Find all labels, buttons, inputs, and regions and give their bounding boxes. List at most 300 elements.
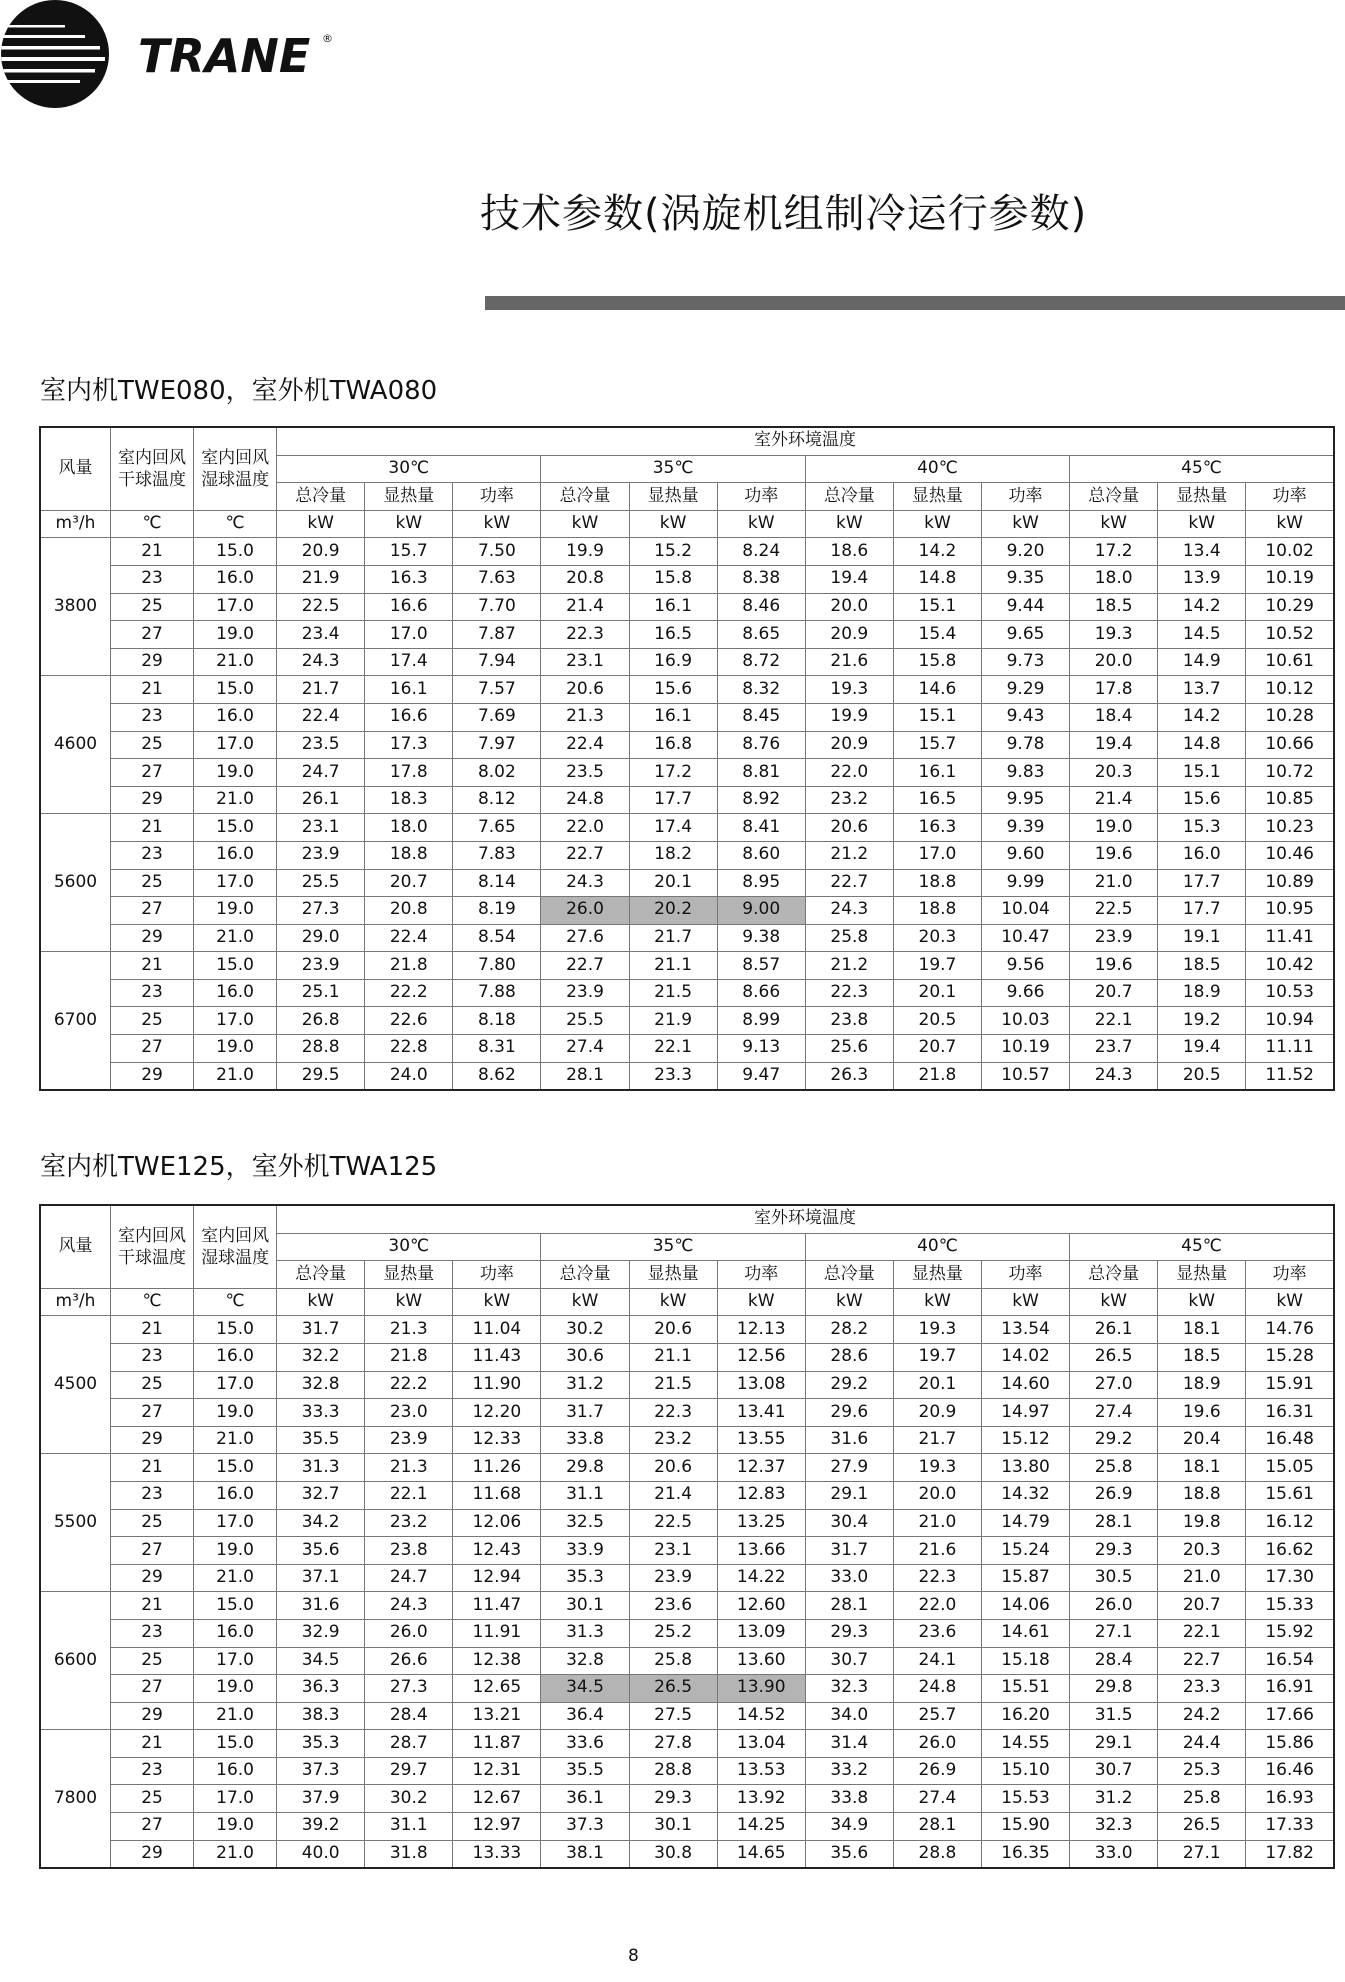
- table-cell: 10.42: [1246, 952, 1334, 980]
- table-cell: 15.0: [194, 676, 277, 704]
- table-cell: 8.45: [717, 703, 805, 731]
- table-cell: 23: [110, 979, 193, 1007]
- table-cell: 21.5: [629, 1371, 717, 1399]
- table-cell: 17.0: [194, 593, 277, 621]
- table-cell: 17.2: [629, 759, 717, 787]
- header-outdoor: 室外环境温度: [277, 427, 1334, 455]
- table-cell: 35.6: [805, 1840, 893, 1868]
- table-cell: 24.0: [365, 1062, 453, 1090]
- table-cell: 39.2: [277, 1813, 365, 1841]
- table-cell: 17.4: [629, 814, 717, 842]
- table-cell: 26.0: [541, 897, 629, 925]
- header-metric: 功率: [453, 483, 541, 511]
- unit-cell: m³/h: [40, 510, 110, 538]
- table-row: [40, 1316, 1334, 1344]
- table-cell: 16.93: [1246, 1785, 1334, 1813]
- table-cell: 22.0: [893, 1592, 981, 1620]
- table-cell: 23: [110, 841, 193, 869]
- table-cell: 14.52: [717, 1702, 805, 1730]
- table-cell: 13.09: [717, 1619, 805, 1647]
- table-row: [40, 1062, 1334, 1090]
- table-cell: 21.3: [365, 1454, 453, 1482]
- table-cell: 22.7: [541, 841, 629, 869]
- table-cell: 12.31: [453, 1757, 541, 1785]
- table-cell: 20.7: [365, 869, 453, 897]
- table-cell: 9.44: [981, 593, 1069, 621]
- table-cell: 23.8: [365, 1537, 453, 1565]
- table-cell: 33.0: [805, 1564, 893, 1592]
- fan-volume-cell: 3800: [40, 538, 110, 676]
- table-cell: 11.91: [453, 1619, 541, 1647]
- table-cell: 8.41: [717, 814, 805, 842]
- table-cell: 32.8: [277, 1371, 365, 1399]
- table-cell: 9.00: [717, 897, 805, 925]
- header-metric: 功率: [981, 483, 1069, 511]
- table-cell: 24.3: [805, 897, 893, 925]
- table-cell: 16.0: [194, 841, 277, 869]
- table-row: [40, 1619, 1334, 1647]
- unit-cell: kW: [365, 1288, 453, 1316]
- table-cell: 25: [110, 1647, 193, 1675]
- section-title-twe080: 室内机TWE080，室外机TWA080: [40, 376, 438, 406]
- table-cell: 19.2: [1158, 1007, 1246, 1035]
- table-cell: 26.8: [277, 1007, 365, 1035]
- header-indoor-dry: 室内回风干球温度: [110, 427, 193, 510]
- table-row: [40, 1007, 1334, 1035]
- table-cell: 8.66: [717, 979, 805, 1007]
- unit-cell: kW: [805, 510, 893, 538]
- table-row: [40, 1840, 1334, 1868]
- table-cell: 25.8: [805, 924, 893, 952]
- table-cell: 22.2: [365, 979, 453, 1007]
- table-cell: 30.1: [629, 1813, 717, 1841]
- table-cell: 16.12: [1246, 1509, 1334, 1537]
- table-cell: 10.72: [1246, 759, 1334, 787]
- table-cell: 23.5: [277, 731, 365, 759]
- table-cell: 13.54: [981, 1316, 1069, 1344]
- table-cell: 31.6: [277, 1592, 365, 1620]
- unit-cell: kW: [365, 510, 453, 538]
- table-cell: 18.2: [629, 841, 717, 869]
- table-cell: 16.0: [194, 703, 277, 731]
- table-cell: 16.0: [194, 565, 277, 593]
- table-row: [40, 676, 1334, 704]
- table-cell: 11.90: [453, 1371, 541, 1399]
- table-cell: 19.6: [1158, 1399, 1246, 1427]
- table-cell: 21.6: [893, 1537, 981, 1565]
- table-row: [40, 1343, 1334, 1371]
- header-fan: 风量: [40, 1205, 110, 1288]
- header-temp: 45℃: [1070, 455, 1334, 483]
- table-cell: 23.0: [365, 1399, 453, 1427]
- table-cell: 35.5: [277, 1426, 365, 1454]
- table-cell: 16.1: [629, 703, 717, 731]
- table-cell: 27.4: [893, 1785, 981, 1813]
- table-cell: 27: [110, 897, 193, 925]
- table-cell: 33.8: [805, 1785, 893, 1813]
- table-cell: 27: [110, 1399, 193, 1427]
- table-cell: 21.0: [194, 924, 277, 952]
- table-cell: 19.9: [541, 538, 629, 566]
- table-cell: 22.5: [1070, 897, 1158, 925]
- table-cell: 29.2: [805, 1371, 893, 1399]
- header-temp: 35℃: [541, 1233, 805, 1261]
- table-cell: 32.3: [805, 1675, 893, 1703]
- table-cell: 30.4: [805, 1509, 893, 1537]
- table-cell: 13.53: [717, 1757, 805, 1785]
- table-cell: 15.0: [194, 1454, 277, 1482]
- table-cell: 15.6: [629, 676, 717, 704]
- header-outdoor: 室外环境温度: [277, 1205, 1334, 1233]
- table-row: [40, 1564, 1334, 1592]
- table-cell: 9.13: [717, 1035, 805, 1063]
- table-cell: 25: [110, 1509, 193, 1537]
- table-cell: 34.9: [805, 1813, 893, 1841]
- table-row: [40, 924, 1334, 952]
- table-cell: 10.12: [1246, 676, 1334, 704]
- table-cell: 7.63: [453, 565, 541, 593]
- table-cell: 37.1: [277, 1564, 365, 1592]
- table-cell: 7.87: [453, 621, 541, 649]
- fan-volume-cell: 4600: [40, 676, 110, 814]
- table-cell: 8.24: [717, 538, 805, 566]
- table-cell: 17.0: [194, 1509, 277, 1537]
- table-cell: 22.4: [277, 703, 365, 731]
- table-cell: 21: [110, 676, 193, 704]
- table-cell: 14.61: [981, 1619, 1069, 1647]
- table-cell: 20.9: [893, 1399, 981, 1427]
- table-cell: 19.0: [194, 759, 277, 787]
- unit-cell: kW: [629, 1288, 717, 1316]
- table-cell: 20.7: [1158, 1592, 1246, 1620]
- header-metric: 显热量: [365, 1261, 453, 1289]
- table-cell: 21: [110, 538, 193, 566]
- table-cell: 22.2: [365, 1371, 453, 1399]
- table-cell: 10.19: [981, 1035, 1069, 1063]
- table-cell: 21.8: [365, 952, 453, 980]
- table-cell: 23.3: [1158, 1675, 1246, 1703]
- table-cell: 29.3: [805, 1619, 893, 1647]
- table-cell: 13.90: [717, 1675, 805, 1703]
- unit-cell: kW: [541, 510, 629, 538]
- table-row: [40, 814, 1334, 842]
- table-cell: 36.4: [541, 1702, 629, 1730]
- table-cell: 37.9: [277, 1785, 365, 1813]
- table-cell: 17.3: [365, 731, 453, 759]
- section-title-twe125: 室内机TWE125，室外机TWA125: [40, 1152, 438, 1182]
- table-cell: 31.1: [365, 1813, 453, 1841]
- table-cell: 31.7: [805, 1537, 893, 1565]
- table-cell: 13.60: [717, 1647, 805, 1675]
- table-cell: 23.8: [805, 1007, 893, 1035]
- header-metric: 总冷量: [805, 483, 893, 511]
- table-cell: 10.94: [1246, 1007, 1334, 1035]
- table-cell: 10.61: [1246, 648, 1334, 676]
- table-cell: 35.5: [541, 1757, 629, 1785]
- table-cell: 15.10: [981, 1757, 1069, 1785]
- table-cell: 19.3: [805, 676, 893, 704]
- table-cell: 32.7: [277, 1481, 365, 1509]
- table-cell: 29: [110, 1426, 193, 1454]
- table-cell: 28.7: [365, 1730, 453, 1758]
- table-cell: 16.6: [365, 703, 453, 731]
- header-metric: 总冷量: [277, 1261, 365, 1289]
- table-cell: 27.1: [1070, 1619, 1158, 1647]
- table-cell: 17.0: [194, 1647, 277, 1675]
- table-cell: 32.5: [541, 1509, 629, 1537]
- table-cell: 35.6: [277, 1537, 365, 1565]
- table-cell: 27: [110, 1675, 193, 1703]
- table-cell: 13.55: [717, 1426, 805, 1454]
- table-cell: 36.1: [541, 1785, 629, 1813]
- table-cell: 26.0: [1070, 1592, 1158, 1620]
- table-cell: 22.1: [365, 1481, 453, 1509]
- table-cell: 20.6: [629, 1316, 717, 1344]
- table-cell: 8.95: [717, 869, 805, 897]
- table-cell: 20.1: [893, 1371, 981, 1399]
- table-cell: 14.65: [717, 1840, 805, 1868]
- table-cell: 10.47: [981, 924, 1069, 952]
- table-cell: 11.87: [453, 1730, 541, 1758]
- table-cell: 15.0: [194, 952, 277, 980]
- table-cell: 33.0: [1070, 1840, 1158, 1868]
- table-cell: 19.8: [1158, 1509, 1246, 1537]
- header-indoor-dry: 室内回风干球温度: [110, 1205, 193, 1288]
- table-cell: 7.88: [453, 979, 541, 1007]
- table-cell: 29: [110, 1840, 193, 1868]
- table-cell: 27: [110, 1537, 193, 1565]
- page-number: 8: [628, 1946, 639, 1966]
- table-cell: 10.28: [1246, 703, 1334, 731]
- table-cell: 21.7: [277, 676, 365, 704]
- table-cell: 20.8: [365, 897, 453, 925]
- table-cell: 16.8: [629, 731, 717, 759]
- table-cell: 9.43: [981, 703, 1069, 731]
- header-indoor-wet: 室内回风湿球温度: [194, 1205, 277, 1288]
- table-cell: 19.0: [194, 621, 277, 649]
- header-row: [40, 427, 1334, 455]
- header-metric: 总冷量: [1070, 483, 1158, 511]
- table-cell: 16.35: [981, 1840, 1069, 1868]
- table-cell: 15.28: [1246, 1343, 1334, 1371]
- table-row: [40, 1399, 1334, 1427]
- table-cell: 29: [110, 648, 193, 676]
- table-cell: 22.1: [1070, 1007, 1158, 1035]
- trane-logo: [0, 0, 340, 115]
- unit-cell: kW: [981, 510, 1069, 538]
- table-cell: 7.80: [453, 952, 541, 980]
- table-cell: 14.8: [1158, 731, 1246, 759]
- table-cell: 18.5: [1070, 593, 1158, 621]
- table-cell: 17.66: [1246, 1702, 1334, 1730]
- table-cell: 9.39: [981, 814, 1069, 842]
- table-cell: 13.4: [1158, 538, 1246, 566]
- table-cell: 11.47: [453, 1592, 541, 1620]
- table-cell: 22.3: [541, 621, 629, 649]
- table-cell: 36.3: [277, 1675, 365, 1703]
- table-cell: 23.7: [1070, 1035, 1158, 1063]
- table-cell: 24.3: [277, 648, 365, 676]
- table-cell: 8.92: [717, 786, 805, 814]
- units-row: [40, 510, 1334, 538]
- table-cell: 26.9: [1070, 1481, 1158, 1509]
- table-cell: 15.8: [893, 648, 981, 676]
- table-cell: 25.5: [277, 869, 365, 897]
- unit-cell: kW: [717, 510, 805, 538]
- table-cell: 21.1: [629, 1343, 717, 1371]
- fan-volume-cell: 4500: [40, 1316, 110, 1454]
- table-cell: 15.18: [981, 1647, 1069, 1675]
- table-cell: 11.43: [453, 1343, 541, 1371]
- table-cell: 15.91: [1246, 1371, 1334, 1399]
- table-row: [40, 621, 1334, 649]
- table-row: [40, 1813, 1334, 1841]
- table-cell: 8.54: [453, 924, 541, 952]
- table-cell: 21.5: [629, 979, 717, 1007]
- spec-table-twe080: [39, 426, 1335, 1091]
- table-cell: 10.46: [1246, 841, 1334, 869]
- table-cell: 15.7: [893, 731, 981, 759]
- table-row: [40, 1647, 1334, 1675]
- table-cell: 10.23: [1246, 814, 1334, 842]
- table-cell: 16.1: [365, 676, 453, 704]
- table-cell: 25: [110, 1785, 193, 1813]
- table-cell: 14.55: [981, 1730, 1069, 1758]
- table-cell: 22.4: [365, 924, 453, 952]
- table-cell: 29.3: [629, 1785, 717, 1813]
- table-cell: 8.38: [717, 565, 805, 593]
- unit-cell: kW: [1246, 1288, 1334, 1316]
- table-cell: 35.3: [277, 1730, 365, 1758]
- table-cell: 13.25: [717, 1509, 805, 1537]
- table-cell: 17.33: [1246, 1813, 1334, 1841]
- table-cell: 18.8: [893, 869, 981, 897]
- table-row: [40, 648, 1334, 676]
- table-cell: 12.83: [717, 1481, 805, 1509]
- table-cell: 18.1: [1158, 1316, 1246, 1344]
- unit-cell: kW: [629, 510, 717, 538]
- table-cell: 16.0: [194, 979, 277, 1007]
- table-row: [40, 538, 1334, 566]
- table-cell: 25: [110, 1007, 193, 1035]
- table-cell: 28.4: [365, 1702, 453, 1730]
- table-cell: 15.61: [1246, 1481, 1334, 1509]
- table-cell: 21.6: [805, 648, 893, 676]
- table-cell: 33.9: [541, 1537, 629, 1565]
- table-cell: 38.3: [277, 1702, 365, 1730]
- table-cell: 10.85: [1246, 786, 1334, 814]
- table-cell: 38.1: [541, 1840, 629, 1868]
- table-cell: 20.4: [1158, 1426, 1246, 1454]
- header-metric: 功率: [1246, 1261, 1334, 1289]
- table-cell: 12.20: [453, 1399, 541, 1427]
- table-cell: 23.1: [629, 1537, 717, 1565]
- table-cell: 10.52: [1246, 621, 1334, 649]
- unit-cell: ℃: [194, 1288, 277, 1316]
- table-row: [40, 1757, 1334, 1785]
- table-cell: 13.08: [717, 1371, 805, 1399]
- table-cell: 16.0: [194, 1343, 277, 1371]
- table-cell: 28.4: [1070, 1647, 1158, 1675]
- table-cell: 15.33: [1246, 1592, 1334, 1620]
- table-row: [40, 1035, 1334, 1063]
- table-cell: 29.0: [277, 924, 365, 952]
- header-metric: 功率: [453, 1261, 541, 1289]
- unit-cell: kW: [1070, 1288, 1158, 1316]
- table-cell: 21.0: [194, 1840, 277, 1868]
- table-cell: 22.7: [541, 952, 629, 980]
- table-cell: 14.22: [717, 1564, 805, 1592]
- table-cell: 21.3: [541, 703, 629, 731]
- table-cell: 30.1: [541, 1592, 629, 1620]
- table-cell: 15.1: [1158, 759, 1246, 787]
- table-cell: 34.5: [541, 1675, 629, 1703]
- table-cell: 11.11: [1246, 1035, 1334, 1063]
- table-cell: 29.5: [277, 1062, 365, 1090]
- table-cell: 7.70: [453, 593, 541, 621]
- table-cell: 27: [110, 621, 193, 649]
- table-cell: 15.53: [981, 1785, 1069, 1813]
- table-cell: 29: [110, 786, 193, 814]
- table-cell: 14.76: [1246, 1316, 1334, 1344]
- table-row: [40, 1702, 1334, 1730]
- table-cell: 27: [110, 1035, 193, 1063]
- table-cell: 26.5: [629, 1675, 717, 1703]
- table-cell: 34.0: [805, 1702, 893, 1730]
- table-cell: 15.51: [981, 1675, 1069, 1703]
- table-cell: 27.1: [1158, 1840, 1246, 1868]
- unit-cell: kW: [453, 1288, 541, 1316]
- table-cell: 31.2: [1070, 1785, 1158, 1813]
- header-metric: 显热量: [893, 483, 981, 511]
- table-row: [40, 565, 1334, 593]
- table-cell: 18.5: [1158, 1343, 1246, 1371]
- table-cell: 16.46: [1246, 1757, 1334, 1785]
- unit-cell: m³/h: [40, 1288, 110, 1316]
- table-cell: 23: [110, 1619, 193, 1647]
- table-cell: 21.9: [629, 1007, 717, 1035]
- table-cell: 16.5: [893, 786, 981, 814]
- table-cell: 15.0: [194, 1316, 277, 1344]
- table-cell: 19.0: [1070, 814, 1158, 842]
- table-cell: 23.5: [541, 759, 629, 787]
- table-cell: 31.1: [541, 1481, 629, 1509]
- table-cell: 27.8: [629, 1730, 717, 1758]
- table-cell: 31.3: [277, 1454, 365, 1482]
- table-cell: 17.8: [365, 759, 453, 787]
- header-metric: 显热量: [1158, 1261, 1246, 1289]
- table-cell: 23.9: [365, 1426, 453, 1454]
- table-cell: 16.0: [194, 1481, 277, 1509]
- unit-cell: kW: [277, 1288, 365, 1316]
- table-cell: 25.5: [541, 1007, 629, 1035]
- table-cell: 15.0: [194, 538, 277, 566]
- table-cell: 23.6: [893, 1619, 981, 1647]
- table-cell: 23.1: [541, 648, 629, 676]
- table-cell: 20.3: [1158, 1537, 1246, 1565]
- table-cell: 8.57: [717, 952, 805, 980]
- table-cell: 15.0: [194, 1592, 277, 1620]
- table-cell: 30.2: [541, 1316, 629, 1344]
- table-cell: 27.9: [805, 1454, 893, 1482]
- table-cell: 24.3: [1070, 1062, 1158, 1090]
- header-metric: 总冷量: [541, 483, 629, 511]
- header-fan: 风量: [40, 427, 110, 510]
- table-row: [40, 1454, 1334, 1482]
- table-cell: 7.97: [453, 731, 541, 759]
- table-cell: 20.9: [277, 538, 365, 566]
- table-cell: 16.20: [981, 1702, 1069, 1730]
